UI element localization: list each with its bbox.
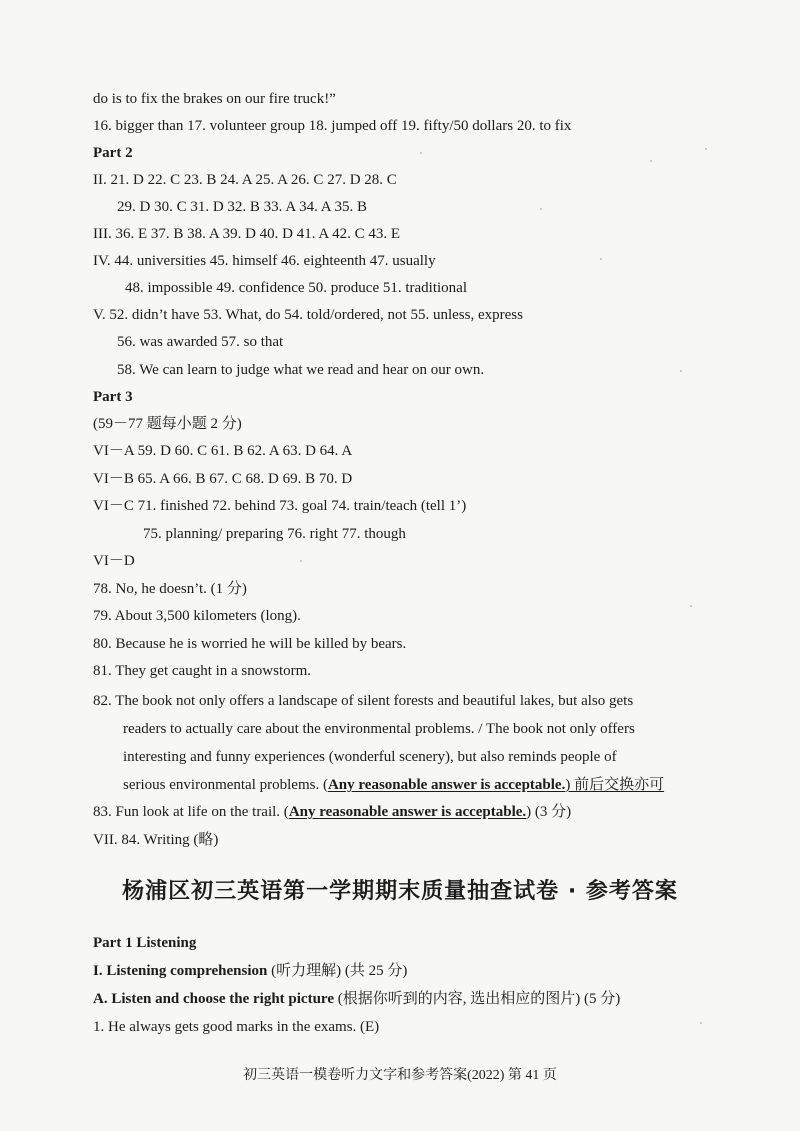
acceptable-note: Any reasonable answer is acceptable. (327, 777, 566, 793)
section-title: 杨浦区初三英语第一学期期末质量抽查试卷 · 参考答案 (122, 879, 678, 904)
answer-text: ) 前后交换亦可 (565, 777, 665, 793)
answer-text: serious environmental problems. ( (123, 777, 328, 793)
answer-line: interesting and funny experiences (wonderful scenery), but also reminds people of (123, 749, 617, 765)
answer-line: 48. impossible 49. confidence 50. produce 51. traditional (125, 280, 468, 296)
answer-line: 79. About 3,500 kilometers (long). (93, 608, 301, 624)
part-heading: Part 1 Listening (93, 935, 197, 951)
answer-line: 78. No, he doesn’t. (1 分) (93, 581, 247, 597)
scan-speck (300, 560, 302, 562)
part-heading: Part 3 (93, 389, 133, 405)
answer-line: 75. planning/ preparing 76. right 77. though (143, 526, 406, 542)
answer-line: do is to fix the brakes on our fire truck!” (93, 91, 336, 107)
scan-speck (700, 1022, 702, 1024)
answer-text: 83. Fun look at life on the trail. ( (93, 804, 289, 820)
scan-speck (540, 208, 542, 210)
answer-line: II. 21. D 22. C 23. B 24. A 25. A 26. C 27. D 28. C (93, 172, 397, 188)
scan-speck (420, 152, 422, 154)
answer-line: 29. D 30. C 31. D 32. B 33. A 34. A 35. B (117, 199, 368, 215)
answer-line: 82. The book not only offers a landscape of silent forests and beautiful lakes, but also gets (93, 693, 634, 709)
scan-speck (705, 148, 707, 150)
score-note: (59－77 题每小题 2 分) (93, 416, 242, 432)
answer-line: 80. Because he is worried he will be killed by bears. (93, 636, 407, 652)
answer-line: 81. They get caught in a snowstorm. (93, 663, 312, 679)
answer-text: ) (3 分) (526, 804, 572, 820)
answer-line: VI－A 59. D 60. C 61. B 62. A 63. D 64. A (93, 443, 353, 459)
section-heading (93, 990, 620, 1008)
answer-line: 1. He always gets good marks in the exams. (E) (93, 1019, 380, 1035)
section-heading (93, 962, 407, 980)
answer-line: 16. bigger than 17. volunteer group 18. jumped off 19. fifty/50 dollars 20. to fix (93, 118, 572, 134)
answer-line (123, 776, 664, 794)
section-heading-en: I. Listening comprehension (93, 963, 268, 979)
answer-line: VII. 84. Writing (略) (93, 832, 219, 848)
answer-line: VI－D (93, 553, 135, 569)
answer-line: 56. was awarded 57. so that (117, 334, 284, 350)
scan-speck (600, 258, 602, 260)
answer-line: VI－C 71. finished 72. behind 73. goal 74. train/teach (tell 1’) (93, 498, 467, 514)
section-heading-cn: (听力理解) (共 25 分) (267, 963, 408, 979)
part-heading: Part 2 (93, 145, 133, 161)
answer-line (93, 803, 571, 821)
scan-speck (680, 370, 682, 372)
answer-line: V. 52. didn’t have 53. What, do 54. told/ordered, not 55. unless, express (93, 307, 523, 323)
answer-line: readers to actually care about the environmental problems. / The book not only offers (123, 721, 635, 737)
section-heading-cn: (根据你听到的内容, 选出相应的图片) (5 分) (333, 991, 621, 1007)
answer-line: VI－B 65. A 66. B 67. C 68. D 69. B 70. D (93, 471, 353, 487)
page-footer: 初三英语一模卷听力文字和参考答案(2022) 第 41 页 (243, 1068, 557, 1083)
answer-line: IV. 44. universities 45. himself 46. eighteenth 47. usually (93, 253, 436, 269)
acceptable-note: Any reasonable answer is acceptable. (288, 804, 527, 820)
scan-speck (650, 160, 652, 162)
answer-line: III. 36. E 37. B 38. A 39. D 40. D 41. A 42. C 43. E (93, 226, 401, 242)
section-heading-en: A. Listen and choose the right picture (93, 991, 334, 1007)
scan-speck (690, 605, 692, 607)
answer-line: 58. We can learn to judge what we read and hear on our own. (117, 362, 485, 378)
